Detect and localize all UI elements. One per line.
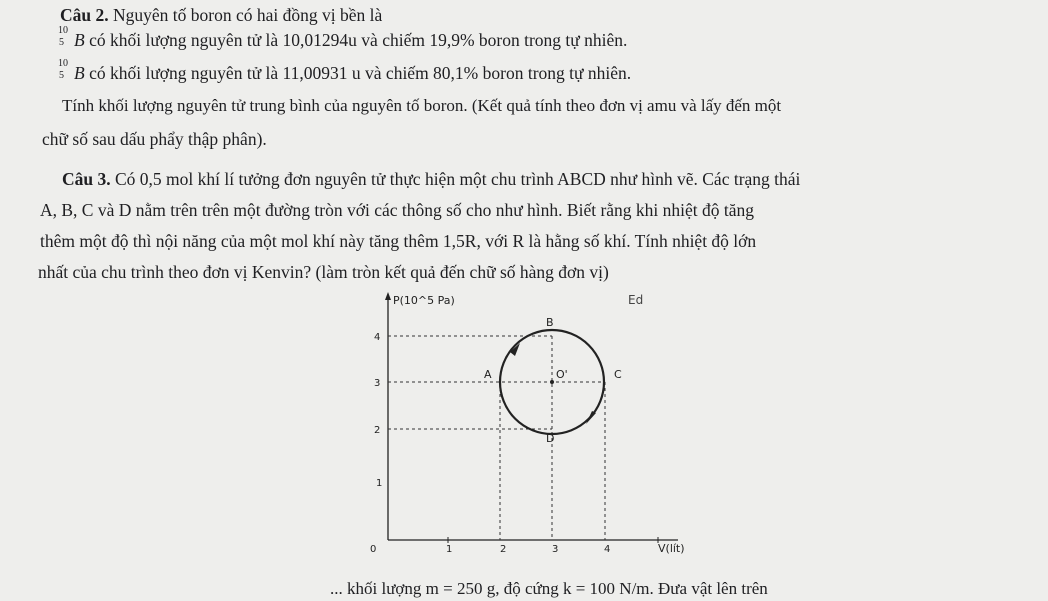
q3-line-2: A, B, C và D nằm trên trên một đường tròn với các thông số cho như hình. Biết rằng khi nhiệt độ tăng	[40, 200, 755, 220]
point-d-label: D	[546, 432, 555, 445]
isotope-2-mass: 10	[58, 58, 68, 69]
y-tick-4: 4	[374, 332, 381, 343]
y-tick-3: 3	[374, 378, 381, 389]
isotope-1-z: 5	[59, 37, 64, 48]
bottom-cutoff-text: ... khối lượng m = 250 g, độ cứng k = 100 N/m. Đưa vật lên trên	[330, 579, 768, 598]
q3-line-1-text: Có 0,5 mol khí lí tưởng đơn nguyên tử thực hiện một chu trình ABCD như hình vẽ. Các trạng thái	[115, 169, 801, 189]
corner-icon: Ed	[628, 293, 644, 307]
q2-isotope-2	[58, 58, 632, 84]
cycle-arrow-cd	[586, 411, 596, 424]
center-label: O'	[556, 368, 568, 381]
y-tick-2: 2	[374, 425, 381, 436]
x-tick-1: 1	[446, 544, 453, 555]
q3-title: Câu 3.	[62, 169, 111, 189]
point-b-label: B	[546, 316, 554, 329]
q2-task-line-2: chữ số sau dấu phẩy thập phân).	[42, 129, 267, 149]
y-axis-arrow	[385, 292, 391, 300]
y-axis-label: P(10^5 Pa)	[393, 294, 455, 307]
isotope-2-symbol: B	[74, 63, 85, 83]
q3-line-3: thêm một độ thì nội năng của một mol khí này tăng thêm 1,5R, với R là hằng số khí. Tính nhiệt độ lớn	[40, 231, 757, 251]
q2-title: Câu 2.	[60, 5, 109, 25]
q2-intro-line	[60, 4, 382, 26]
q2-isotope-1	[58, 25, 628, 51]
x-tick-2: 2	[500, 544, 507, 555]
isotope-2-text: có khối lượng nguyên tử là 11,00931 u và chiếm 80,1% boron trong tự nhiên.	[89, 63, 632, 83]
q3-line-4: nhất của chu trình theo đơn vị Kenvin? (làm tròn kết quả đến chữ số hàng đơn vị)	[38, 262, 609, 282]
q2-task-line-1: Tính khối lượng nguyên tử trung bình của nguyên tố boron. (Kết quả tính theo đơn vị amu và lấy đến một	[62, 96, 782, 115]
isotope-1-text: có khối lượng nguyên tử là 10,01294u và chiếm 19,9% boron trong tự nhiên.	[89, 30, 628, 50]
origin-label: 0	[370, 544, 377, 555]
q3-line-1	[62, 168, 800, 190]
x-tick-3: 3	[552, 544, 559, 555]
center-point	[550, 380, 554, 384]
point-a-label: A	[484, 368, 492, 381]
isotope-1-mass: 10	[58, 25, 68, 36]
pv-cycle-graph	[360, 290, 690, 560]
q2-intro: Nguyên tố boron có hai đồng vị bền là	[113, 5, 383, 25]
isotope-2-z: 5	[59, 70, 64, 81]
point-c-label: C	[614, 368, 622, 381]
y-tick-1: 1	[376, 478, 383, 489]
isotope-2-notation	[58, 58, 74, 84]
isotope-1-notation	[58, 25, 74, 51]
isotope-1-symbol: B	[74, 30, 85, 50]
x-axis-label: V(lít)	[658, 542, 685, 555]
x-tick-4: 4	[604, 544, 611, 555]
